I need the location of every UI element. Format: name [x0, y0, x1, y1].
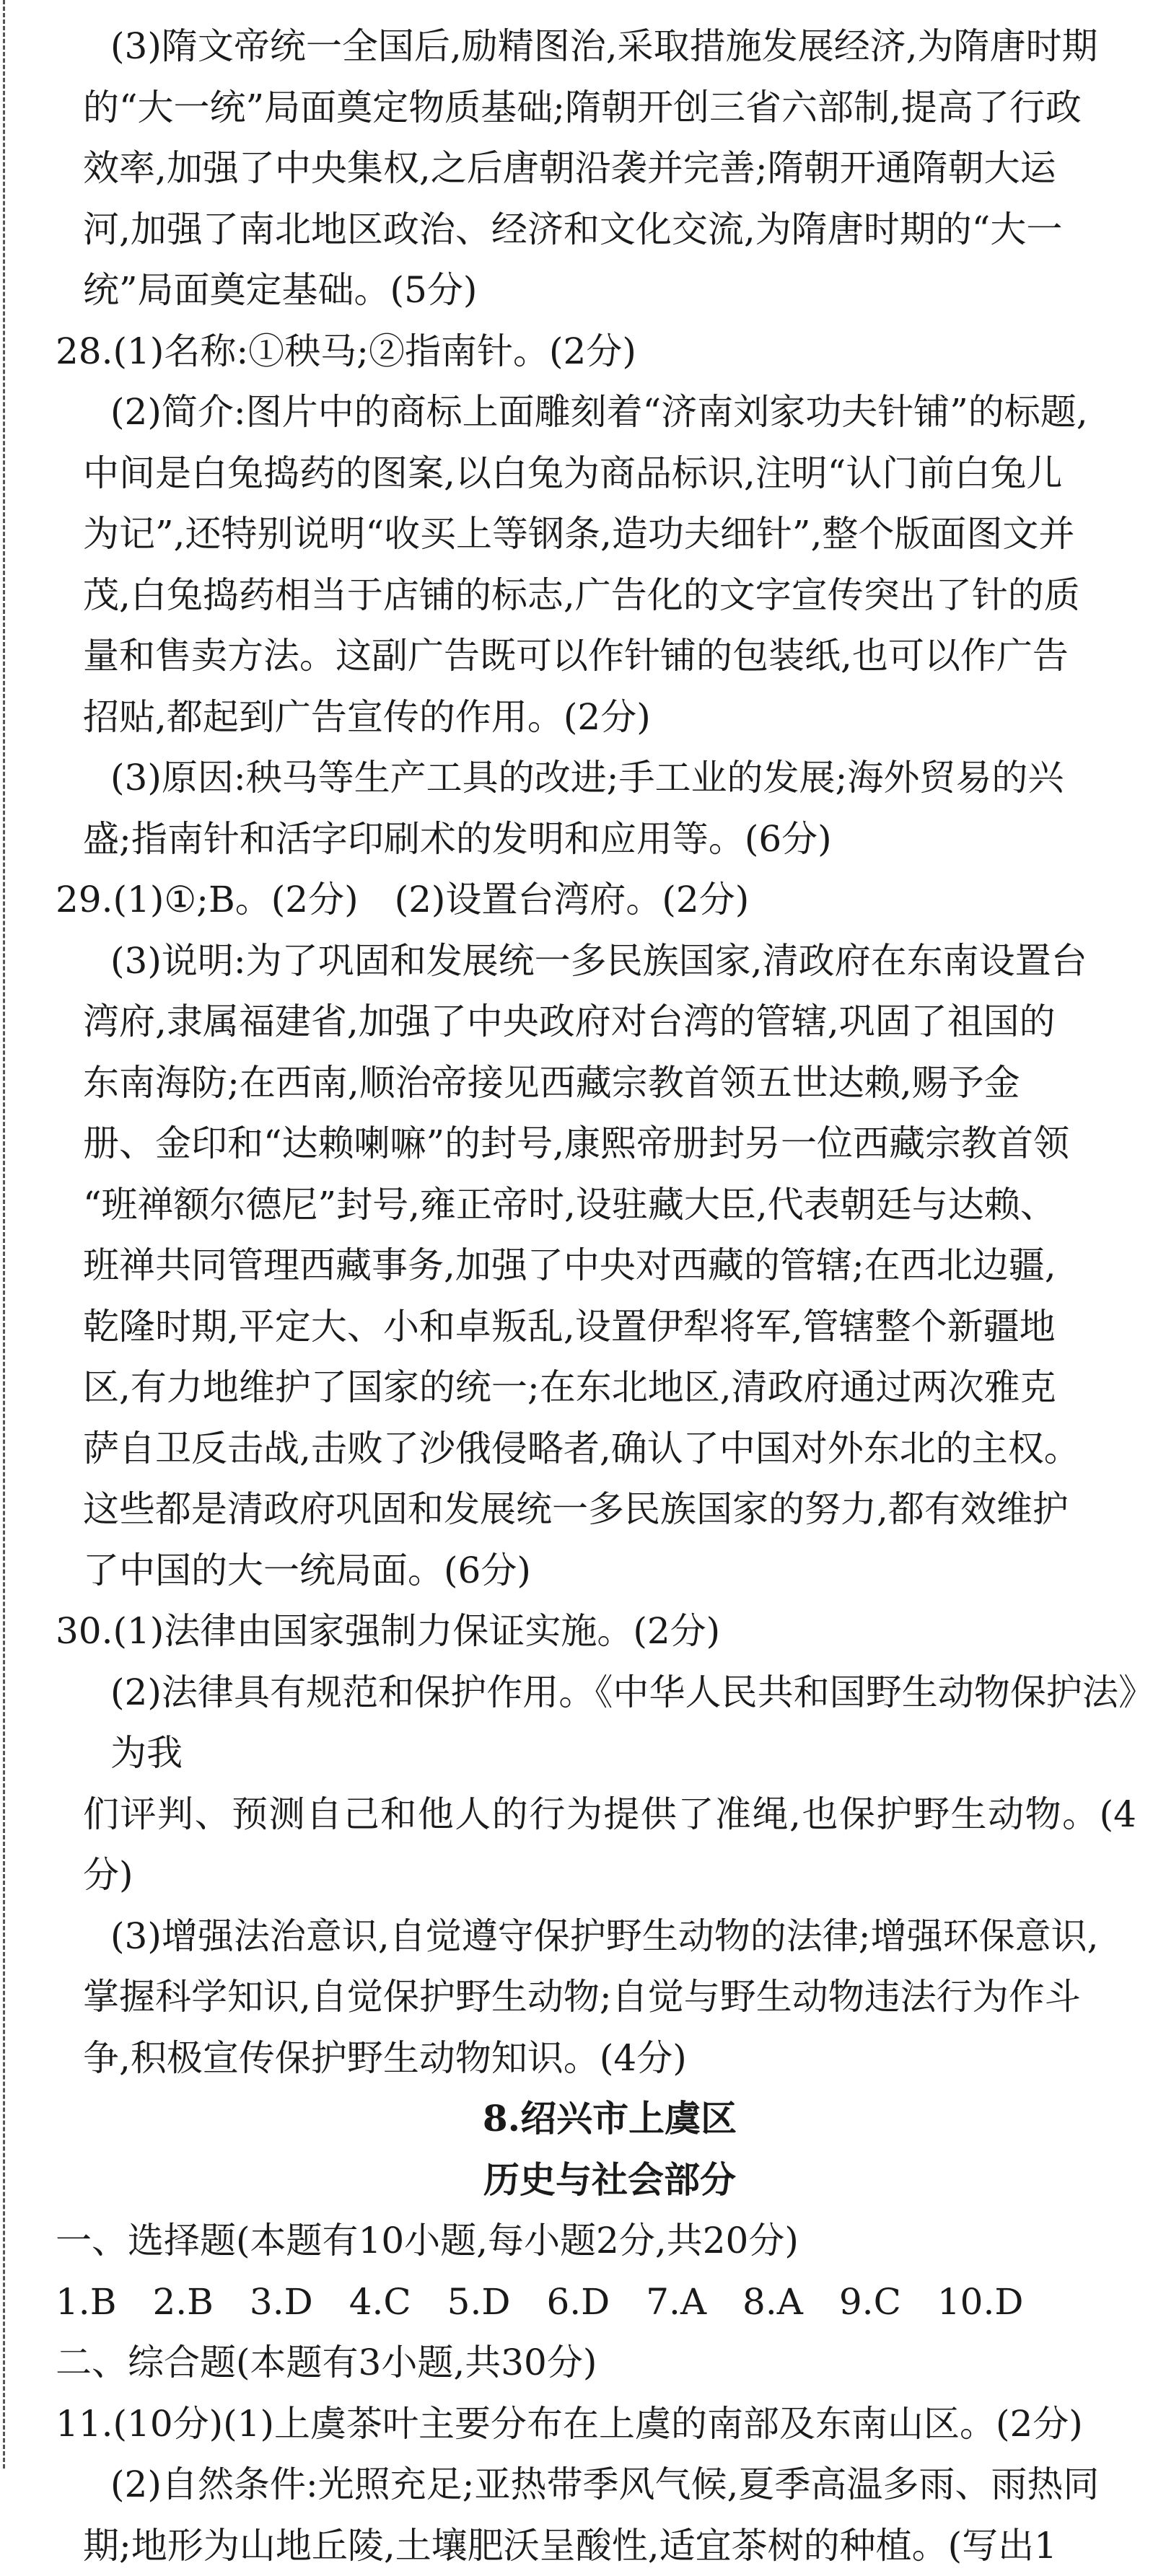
text-line: 效率,加强了中央集权,之后唐朝沿袭并完善;隋朝开通隋朝大运 — [83, 138, 1136, 199]
text-line: 茂,白兔捣药相当于店铺的标志,广告化的文字宣传突出了针的质 — [83, 565, 1136, 626]
text-line: (3)增强法治意识,自觉遵守保护野生动物的法律;增强环保意识, — [83, 1906, 1136, 1967]
text-line: 湾府,隶属福建省,加强了中央政府对台湾的管辖,巩固了祖国的 — [83, 991, 1136, 1052]
text-line: 这些都是清政府巩固和发展统一多民族国家的努力,都有效维护 — [83, 1479, 1136, 1540]
text-line: “班禅额尔德尼”封号,雍正帝时,设驻藏大臣,代表朝廷与达赖、 — [83, 1174, 1136, 1236]
text-line: (3)说明:为了巩固和发展统一多民族国家,清政府在东南设置台 — [83, 931, 1136, 992]
text-line: 统”局面奠定基础。(5分) — [83, 260, 1136, 321]
text-line: 了中国的大一统局面。(6分) — [83, 1540, 1136, 1601]
question-29-line: 29.(1)①;B。(2分) (2)设置台湾府。(2分) — [56, 869, 1136, 931]
text-line: 区,有力地维护了国家的统一;在东北地区,清政府通过两次雅克 — [83, 1357, 1136, 1418]
answer-text-body — [83, 16, 1136, 2576]
text-line: 盛;指南针和活字印刷术的发明和应用等。(6分) — [83, 809, 1136, 870]
margin-dashed-line — [3, 0, 5, 2469]
text-line: 量和售卖方法。这副广告既可以作针铺的包装纸,也可以作广告 — [83, 625, 1136, 687]
text-line: 的“大一统”局面奠定物质基础;隋朝开创三省六部制,提高了行政 — [83, 77, 1136, 139]
section-subtitle: 历史与社会部分 — [83, 2150, 1136, 2211]
text-line: 班禅共同管理西藏事务,加强了中央对西藏的管辖;在西北边疆, — [83, 1235, 1136, 1296]
question-30-line: 30.(1)法律由国家强制力保证实施。(2分) — [56, 1601, 1136, 1662]
part-two-heading: 二、综合题(本题有3小题,共30分) — [56, 2332, 1136, 2393]
text-line: 东南海防;在西南,顺治帝接见西藏宗教首领五世达赖,赐予金 — [83, 1052, 1136, 1114]
text-line: 期;地形为山地丘陵,土壤肥沃呈酸性,适宜茶树的种植。(写出1 — [83, 2515, 1136, 2576]
text-line: 中间是白兔捣药的图案,以白兔为商品标识,注明“认门前白兔儿 — [83, 443, 1136, 504]
text-line: (2)简介:图片中的商标上面雕刻着“济南刘家功夫针铺”的标题, — [83, 382, 1136, 443]
text-line: (3)原因:秧马等生产工具的改进;手工业的发展;海外贸易的兴 — [83, 747, 1136, 809]
text-line: (2)自然条件:光照充足;亚热带季风气候,夏季高温多雨、雨热同 — [83, 2454, 1136, 2515]
text-line: 萨自卫反击战,击败了沙俄侵略者,确认了中国对外东北的主权。 — [83, 1418, 1136, 1480]
text-line: 乾隆时期,平定大、小和卓叛乱,设置伊犁将军,管辖整个新疆地 — [83, 1296, 1136, 1358]
part-one-heading: 一、选择题(本题有10小题,每小题2分,共20分) — [56, 2210, 1136, 2272]
text-line: 掌握科学知识,自觉保护野生动物;自觉与野生动物违法行为作斗 — [83, 1966, 1136, 2028]
text-line: 们评判、预测自己和他人的行为提供了准绳,也保护野生动物。(4分) — [83, 1784, 1136, 1906]
question-11-line: 11.(10分)(1)上虞茶叶主要分布在上虞的南部及东南山区。(2分) — [56, 2393, 1136, 2455]
text-line: 册、金印和“达赖喇嘛”的封号,康熙帝册封另一位西藏宗教首领 — [83, 1113, 1136, 1174]
text-line: (3)隋文帝统一全国后,励精图治,采取措施发展经济,为隋唐时期 — [83, 16, 1136, 77]
text-line: (2)法律具有规范和保护作用。《中华人民共和国野生动物保护法》为我 — [83, 1662, 1136, 1784]
text-line: 河,加强了南北地区政治、经济和文化交流,为隋唐时期的“大一 — [83, 199, 1136, 260]
section-title: 8.绍兴市上虞区 — [83, 2088, 1136, 2150]
question-28-line: 28.(1)名称:①秧马;②指南针。(2分) — [56, 321, 1136, 382]
text-line: 招贴,都起到广告宣传的作用。(2分) — [83, 687, 1136, 748]
text-line: 为记”,还特别说明“收买上等钢条,造功夫细针”,整个版面图文并 — [83, 504, 1136, 565]
choice-answers: 1.B 2.B 3.D 4.C 5.D 6.D 7.A 8.A 9.C 10.D — [56, 2272, 1136, 2333]
text-line: 争,积极宣传保护野生动物知识。(4分) — [83, 2028, 1136, 2089]
